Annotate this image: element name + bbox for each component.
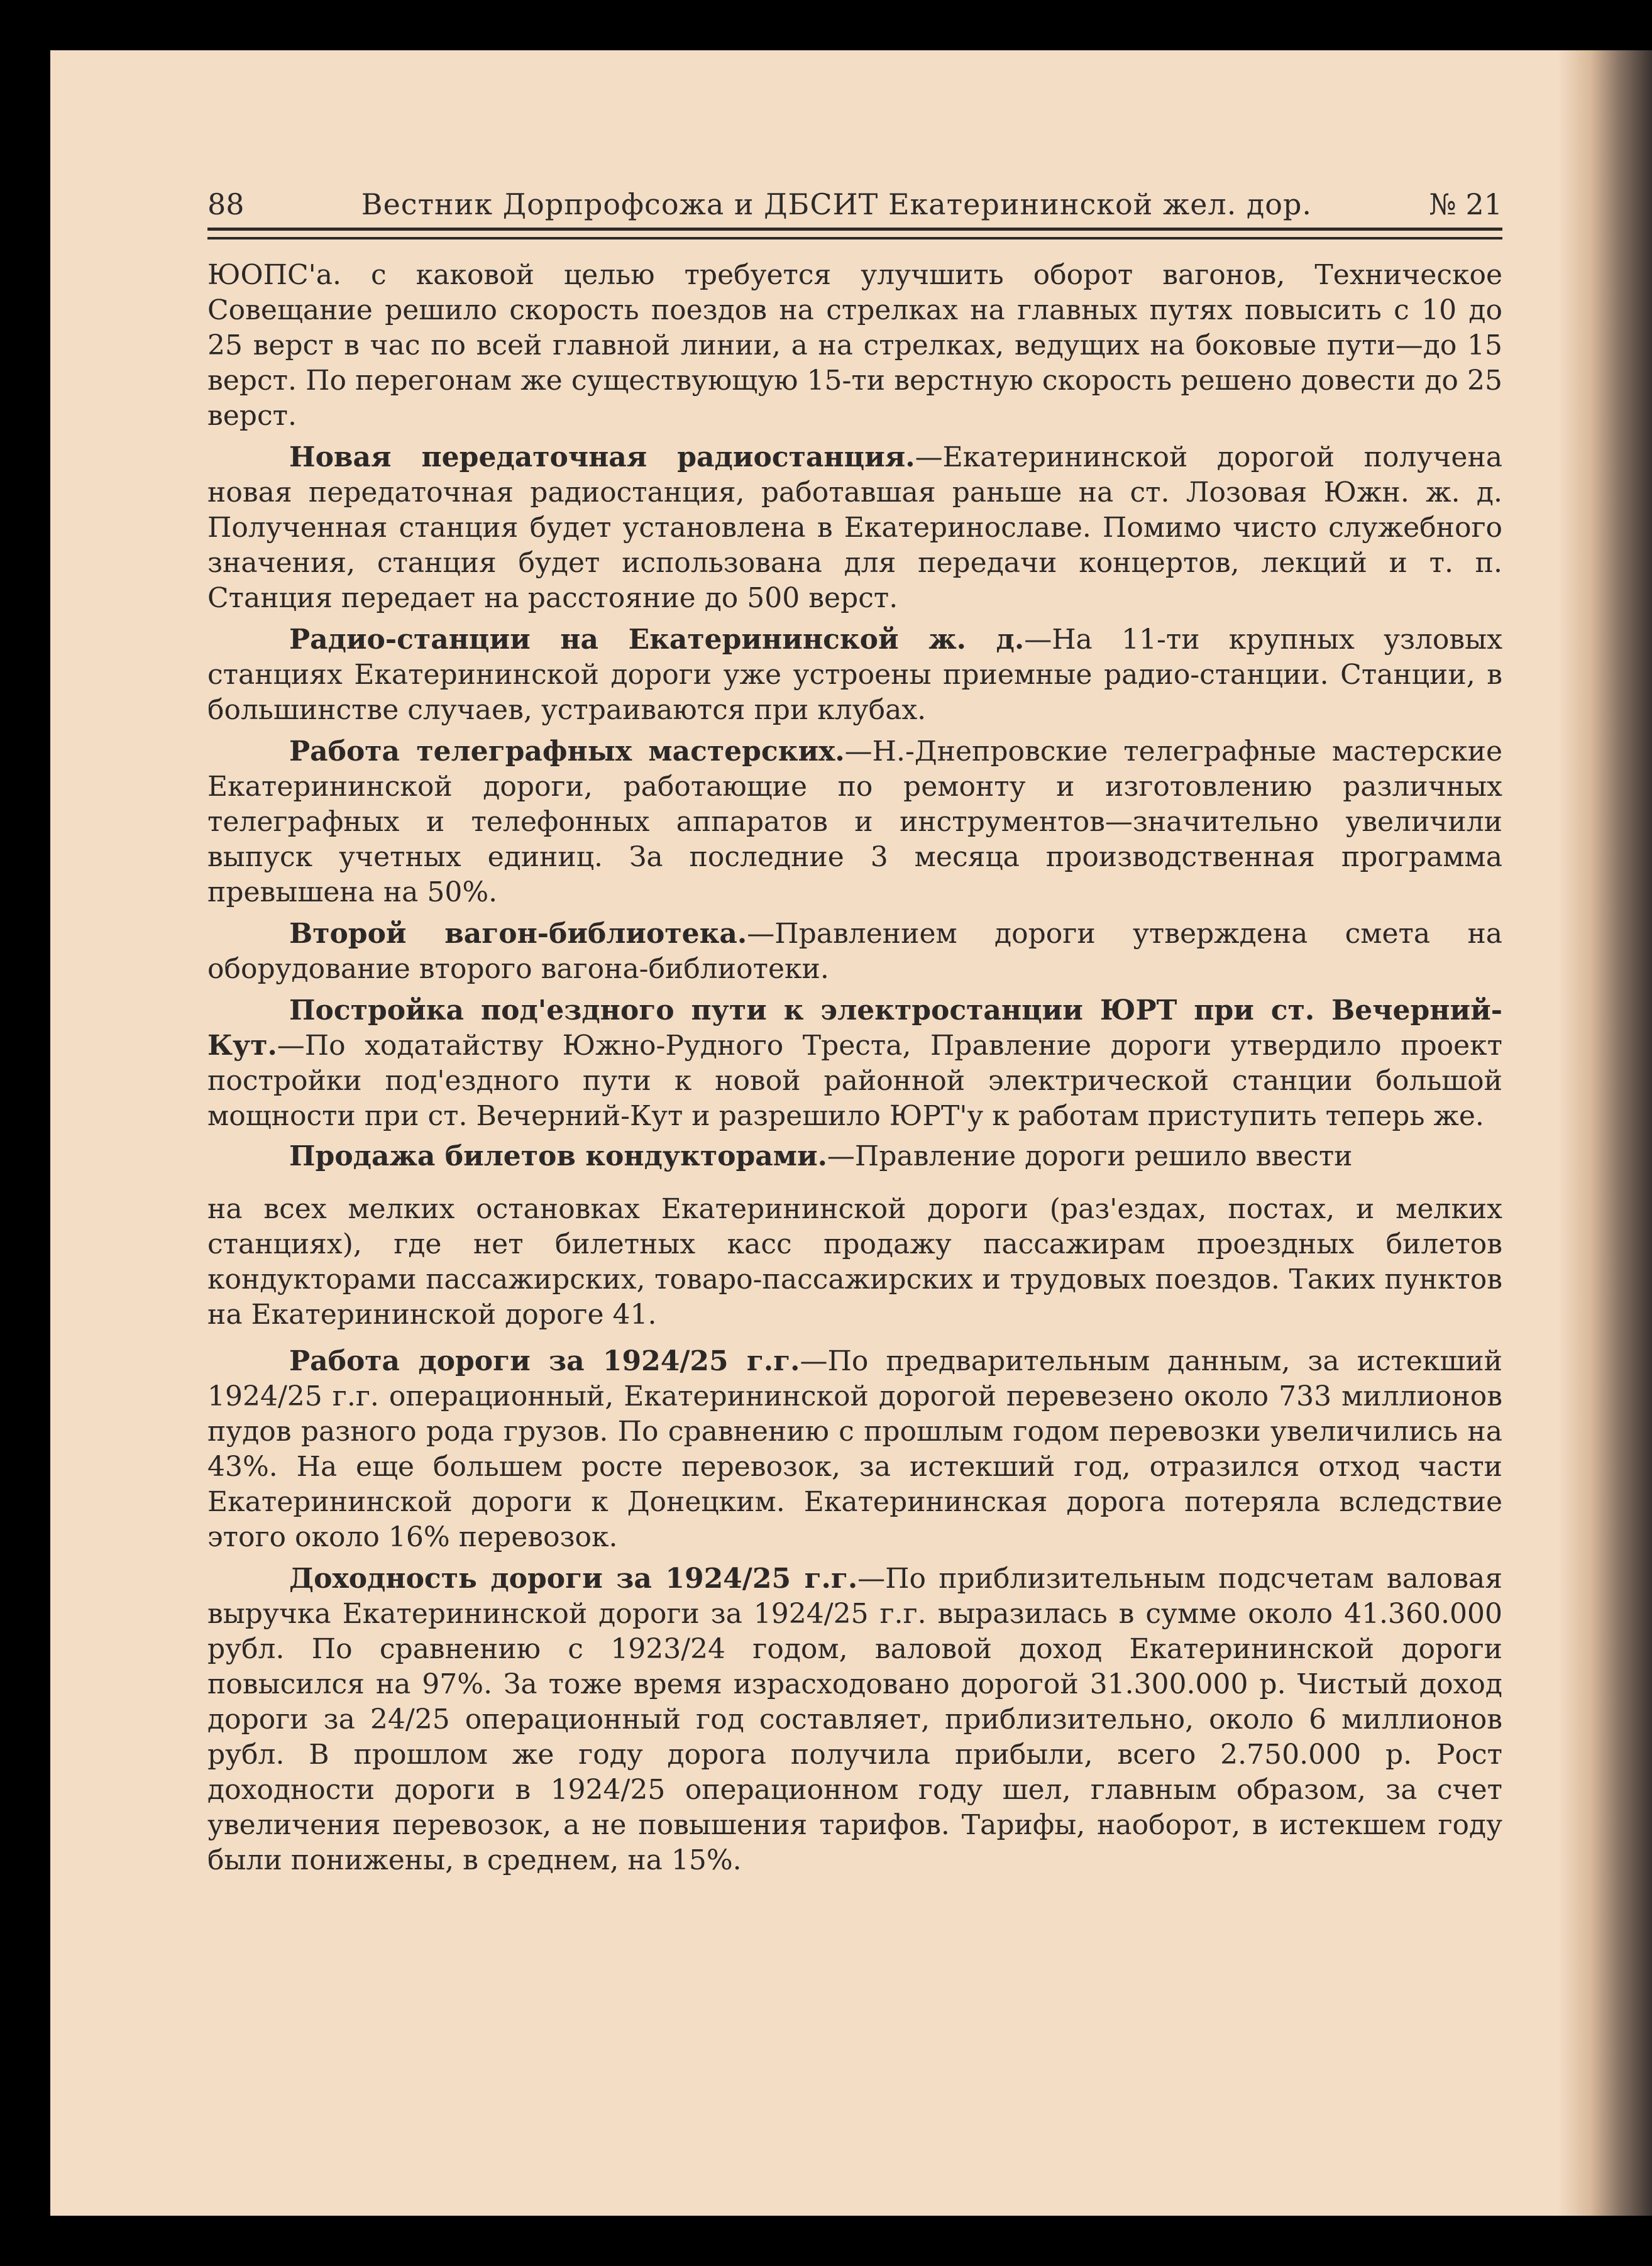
journal-title: Вестник Дорпрофсожа и ДБСИТ Екатерининской жел. дор. [361,187,1313,221]
paragraph-text: —Правление дороги решило ввести [827,1140,1353,1172]
paragraph-ticket-sales-continued [207,1192,1502,1333]
paragraph-heading: Постройка под'ездного пути к электростанции ЮРТ при ст. Вечерний-Кут. [207,994,1502,1062]
paragraph-heading: Второй вагон-библиотека. [289,918,747,950]
journal-page [50,50,1652,2216]
paragraph-text: —По предварительным данным, за истекший 1924/25 г.г. операционный, Екатерининской дорогой перевезено около 733 миллионов пудов разного рода грузов. По сравнению с прошлым годом перевозки увеличились на 43%. На еще большем росте перевозок, за истекший год, отразился отход части Екатерининской дороги к Донецким. Екатерининская дорога потеряла вследствие этого около 16% перевозок. [207,1345,1502,1553]
paragraph-heading: Новая передаточная радиостанция. [289,441,915,473]
paragraph-telegraph-workshops [207,734,1502,910]
paragraph-text: на всех мелких остановках Екатерининской дороги (раз'ездах, постах, и мелких станциях), где нет билетных касс продажу пассажирам проездных билетов кондукторами пассажирских, товаро-пассажирских и трудовых поездов. Таких пунктов на Екатерининской дороге 41. [207,1193,1502,1331]
paragraph-library-car [207,916,1502,987]
paragraph-heading: Доходность дороги за 1924/25 г.г. [289,1563,858,1595]
paragraph-heading: Работа дороги за 1924/25 г.г. [289,1345,800,1377]
paragraph-ticket-sales [207,1139,1502,1174]
article-body [207,258,1502,1883]
running-header [207,182,1502,226]
paragraph-text: —По приблизительным подсчетам валовая выручка Екатерининской дороги за 1924/25 г.г. выразилась в сумме около 41.360.000 рубл. По сравнению с 1923/24 годом, валовой доход Екатерининской дороги повысился на 97%. За тоже время израсходовано дорогой 31.300.000 р. Чистый доход дороги за 24/25 операционный год составляет, приблизительно, около 6 миллионов рубл. В прошлом же году дорога получила прибыли, всего 2.750.000 р. Рост доходности дороги в 1924/25 операционном году шел, главным образом, за счет увеличения перевозок, а не повышения тарифов. Тарифы, наоборот, в истекшем году были понижены, в среднем, на 15%. [207,1563,1503,1876]
paragraph-heading: Радио-станции на Екатерининской ж. д. [289,624,1025,656]
header-rule [207,228,1502,239]
page-spine-shadow [1558,50,1652,2216]
paragraph-road-income [207,1561,1502,1878]
paragraph-heading: Работа телеграфных мастерских. [289,735,845,767]
paragraph-text: —По ходатайству Южно-Рудного Треста, Правление дороги утвердило проект постройки под'ездного пути к новой районной электрической станции большой мощности при ст. Вечерний-Кут и разрешило ЮРТ'у к работам приступить теперь же. [207,1030,1502,1132]
paragraph-radio-stations [207,622,1502,728]
page-number: 88 [207,187,245,221]
paragraph-text: ЮОПС'а. с каковой целью требуется улучшить оборот вагонов, Техническое Совещание решило скорость поездов на стрелках на главных путях повысить с 10 до 25 верст в час по всей главной линии, а на стрелках, ведущих на боковые пути—до 15 верст. По перегонам же существующую 15-ти верстную скорость решено довести до 25 верст. [207,259,1502,432]
paragraph-text: —На 11-ти крупных узловых станциях Екатерининской дороги уже устроены приемные радио-станции. Станции, в большинстве случаев, устраиваются при клубах. [207,624,1503,726]
paragraph-road-work [207,1344,1502,1555]
paragraph-oops-speed [207,258,1502,434]
paragraph-heading: Продажа билетов кондукторами. [289,1140,827,1172]
paragraph-text: —Н.-Днепровские телеграфные мастерские Екатерининской дороги, работающие по ремонту и изготовлению различных телеграфных и телефонных аппаратов и инструментов—значительно увеличили выпуск учетных единиц. За последние 3 месяца производственная программа превышена на 50%. [207,735,1502,908]
issue-number: № 21 [1429,187,1502,221]
paragraph-text: —Екатерининской дорогой получена новая передаточная радиостанция, работавшая раньше на ст. Лозовая Южн. ж. д. Полученная станция будет установлена в Екатеринославе. Помимо чисто служебного значения, станция будет использована для передачи концертов, лекций и т. п. Станция передает на расстояние до 500 верст. [207,441,1502,614]
paragraph-radio-transmitter [207,440,1502,616]
paragraph-access-track [207,993,1502,1134]
paragraph-text: —Правлением дороги утверждена смета на оборудование второго вагона-библиотеки. [207,918,1502,985]
